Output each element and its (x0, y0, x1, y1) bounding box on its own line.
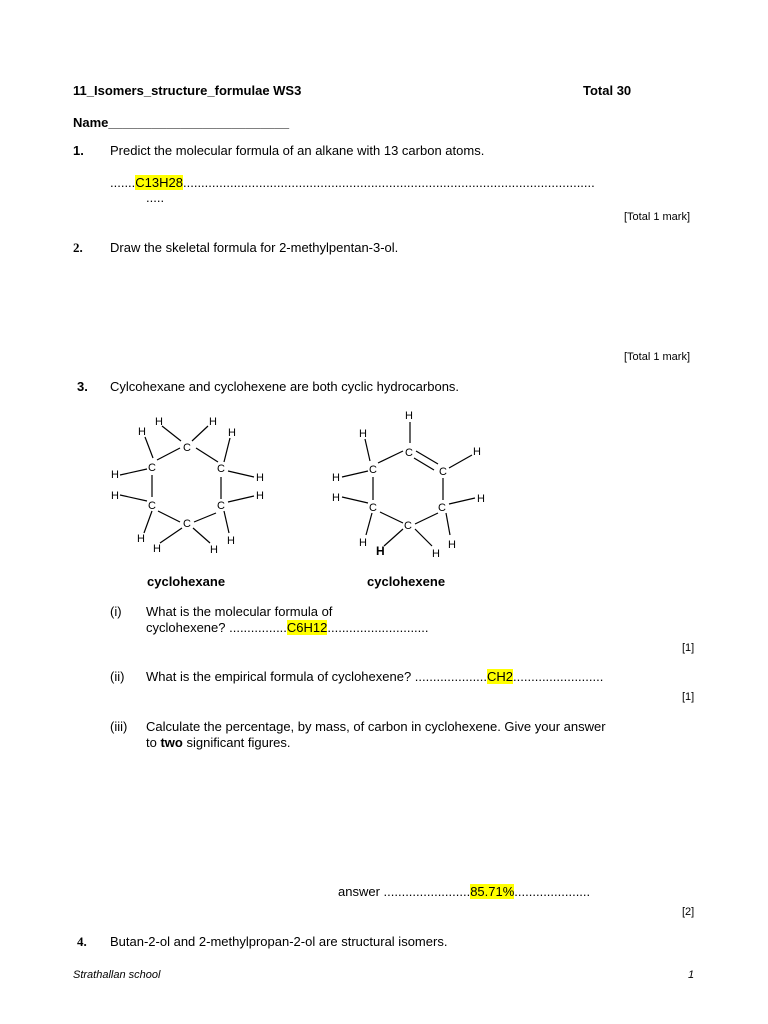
carbon-atom: C (369, 464, 377, 476)
carbon-atom: C (369, 502, 377, 514)
q3iii-text-line2 (146, 735, 291, 750)
bond (449, 455, 472, 468)
q2-number: 2. (73, 240, 83, 255)
carbon-atom: C (148, 462, 156, 474)
name-field[interactable]: Name_________________________ (73, 115, 290, 130)
bond (415, 513, 438, 524)
total-marks: Total 30 (583, 83, 632, 98)
hydrogen-atom: H (228, 427, 236, 439)
q3ii-marks: [1] (682, 691, 695, 703)
q3-number: 3. (77, 379, 88, 394)
hydrogen-atom: H (332, 492, 340, 504)
bond (446, 513, 450, 535)
carbon-atom: C (217, 500, 225, 512)
q3ii-suffix: ......................... (513, 669, 604, 684)
bond (160, 528, 182, 543)
q2-marks: [Total 1 mark] (624, 351, 691, 363)
bond (192, 426, 208, 441)
bond (144, 511, 152, 533)
hydrogen-atom: H (210, 544, 218, 556)
hydrogen-atom: H (448, 539, 456, 551)
hydrogen-atom: H (256, 472, 264, 484)
q3iii-text-bold: two (160, 735, 183, 750)
q3-text: Cylcohexane and cyclohexene are both cyclic hydrocarbons. (110, 379, 460, 394)
q3ii-number: (ii) (110, 669, 125, 684)
q1-dots-line2: ..... (146, 190, 165, 205)
bond (378, 451, 403, 463)
cyclohexane-structure (100, 405, 280, 560)
q3i-suffix: ............................ (327, 620, 429, 635)
bond (415, 529, 432, 546)
q3iii-answer[interactable]: 85.71% (470, 884, 515, 899)
hydrogen-atom: H (256, 490, 264, 502)
hydrogen-atom: H (138, 426, 146, 438)
bond (380, 512, 403, 523)
carbon-atom: C (148, 500, 156, 512)
bond (120, 495, 147, 501)
hydrogen-atom: H (227, 535, 235, 547)
q3i-prefix: cyclohexene? ................ (146, 620, 287, 635)
bond (416, 451, 438, 464)
bond (224, 438, 230, 462)
bond (384, 529, 403, 546)
q3iii-marks: [2] (682, 906, 695, 918)
q3i-text-line1: What is the molecular formula of (146, 604, 333, 619)
bond (193, 528, 210, 543)
hydrogen-atom: H (405, 410, 413, 422)
hydrogen-atom: H (111, 490, 119, 502)
q1-answer[interactable]: C13H28 (135, 175, 183, 190)
q1-answer-line (110, 175, 595, 190)
q3iii-text-a: to (146, 735, 161, 750)
bond (196, 448, 218, 462)
bond (228, 496, 254, 502)
hydrogen-atom: H (153, 543, 161, 555)
q4-text: Butan-2-ol and 2-methylpropan-2-ol are structural isomers. (110, 934, 448, 949)
bond (366, 513, 372, 535)
bond (194, 513, 216, 522)
q3ii-answer-line (146, 669, 603, 684)
hydrogen-atom: H (155, 416, 163, 428)
bond (228, 471, 254, 477)
worksheet-title: 11_Isomers_structure_formulae WS3 (73, 83, 302, 98)
q2-text: Draw the skeletal formula for 2-methylpentan-3-ol. (110, 240, 399, 255)
carbon-atom: C (405, 447, 413, 459)
q3iii-answer-prefix: answer ........................ (338, 884, 471, 899)
q3ii-answer[interactable]: CH2 (487, 669, 514, 684)
q1-marks: [Total 1 mark] (624, 211, 691, 223)
q1-dots-after: .................................................................................................................. (183, 175, 595, 190)
bond (342, 471, 368, 477)
hydrogen-atom: H (332, 472, 340, 484)
carbon-atom: C (404, 520, 412, 532)
bond (224, 511, 229, 533)
hydrogen-atom: H (376, 544, 385, 558)
hydrogen-atom: H (209, 416, 217, 428)
hydrogen-atom: H (359, 537, 367, 549)
carbon-atom: C (439, 466, 447, 478)
bond (158, 511, 180, 522)
q4-number: 4. (77, 934, 87, 949)
q1-number: 1. (73, 143, 84, 158)
hydrogen-atom: H (473, 446, 481, 458)
carbon-atom: C (183, 442, 191, 454)
footer-page-number: 1 (688, 969, 695, 981)
cyclohexane-label: cyclohexane (147, 574, 226, 589)
hydrogen-atom: H (359, 428, 367, 440)
footer-school: Strathallan school (73, 969, 161, 981)
carbon-atom: C (217, 463, 225, 475)
q3i-answer-line (146, 620, 429, 635)
q3iii-working-area[interactable] (146, 758, 686, 868)
q1-dots-before: ....... (110, 175, 136, 190)
bond (365, 439, 370, 461)
bond (145, 437, 153, 458)
cyclohexene-label: cyclohexene (367, 574, 446, 589)
carbon-atom: C (438, 502, 446, 514)
hydrogen-atom: H (111, 469, 119, 481)
q1-text: Predict the molecular formula of an alkane with 13 carbon atoms. (110, 143, 485, 158)
q3iii-text-b: significant figures. (182, 735, 291, 750)
q2-drawing-area[interactable] (110, 262, 690, 342)
q3ii-prefix: What is the empirical formula of cyclohexene? .................... (146, 669, 488, 684)
bond (449, 498, 475, 504)
q3iii-number: (iii) (110, 719, 128, 734)
cyclohexene-structure (322, 405, 502, 560)
hydrogen-atom: H (477, 493, 485, 505)
q3i-marks: [1] (682, 642, 695, 654)
carbon-atom: C (183, 518, 191, 530)
hydrogen-atom: H (137, 533, 145, 545)
bond (157, 448, 180, 460)
bond (162, 426, 181, 441)
q3iii-answer-suffix: ..................... (514, 884, 591, 899)
bond (120, 469, 147, 475)
bond (342, 497, 368, 503)
q3iii-text-line1: Calculate the percentage, by mass, of carbon in cyclohexene. Give your answer (146, 719, 606, 734)
q3i-answer[interactable]: C6H12 (286, 620, 328, 635)
q3iii-answer-line (338, 884, 590, 899)
hydrogen-atom: H (432, 548, 440, 560)
q3i-number: (i) (110, 604, 122, 619)
